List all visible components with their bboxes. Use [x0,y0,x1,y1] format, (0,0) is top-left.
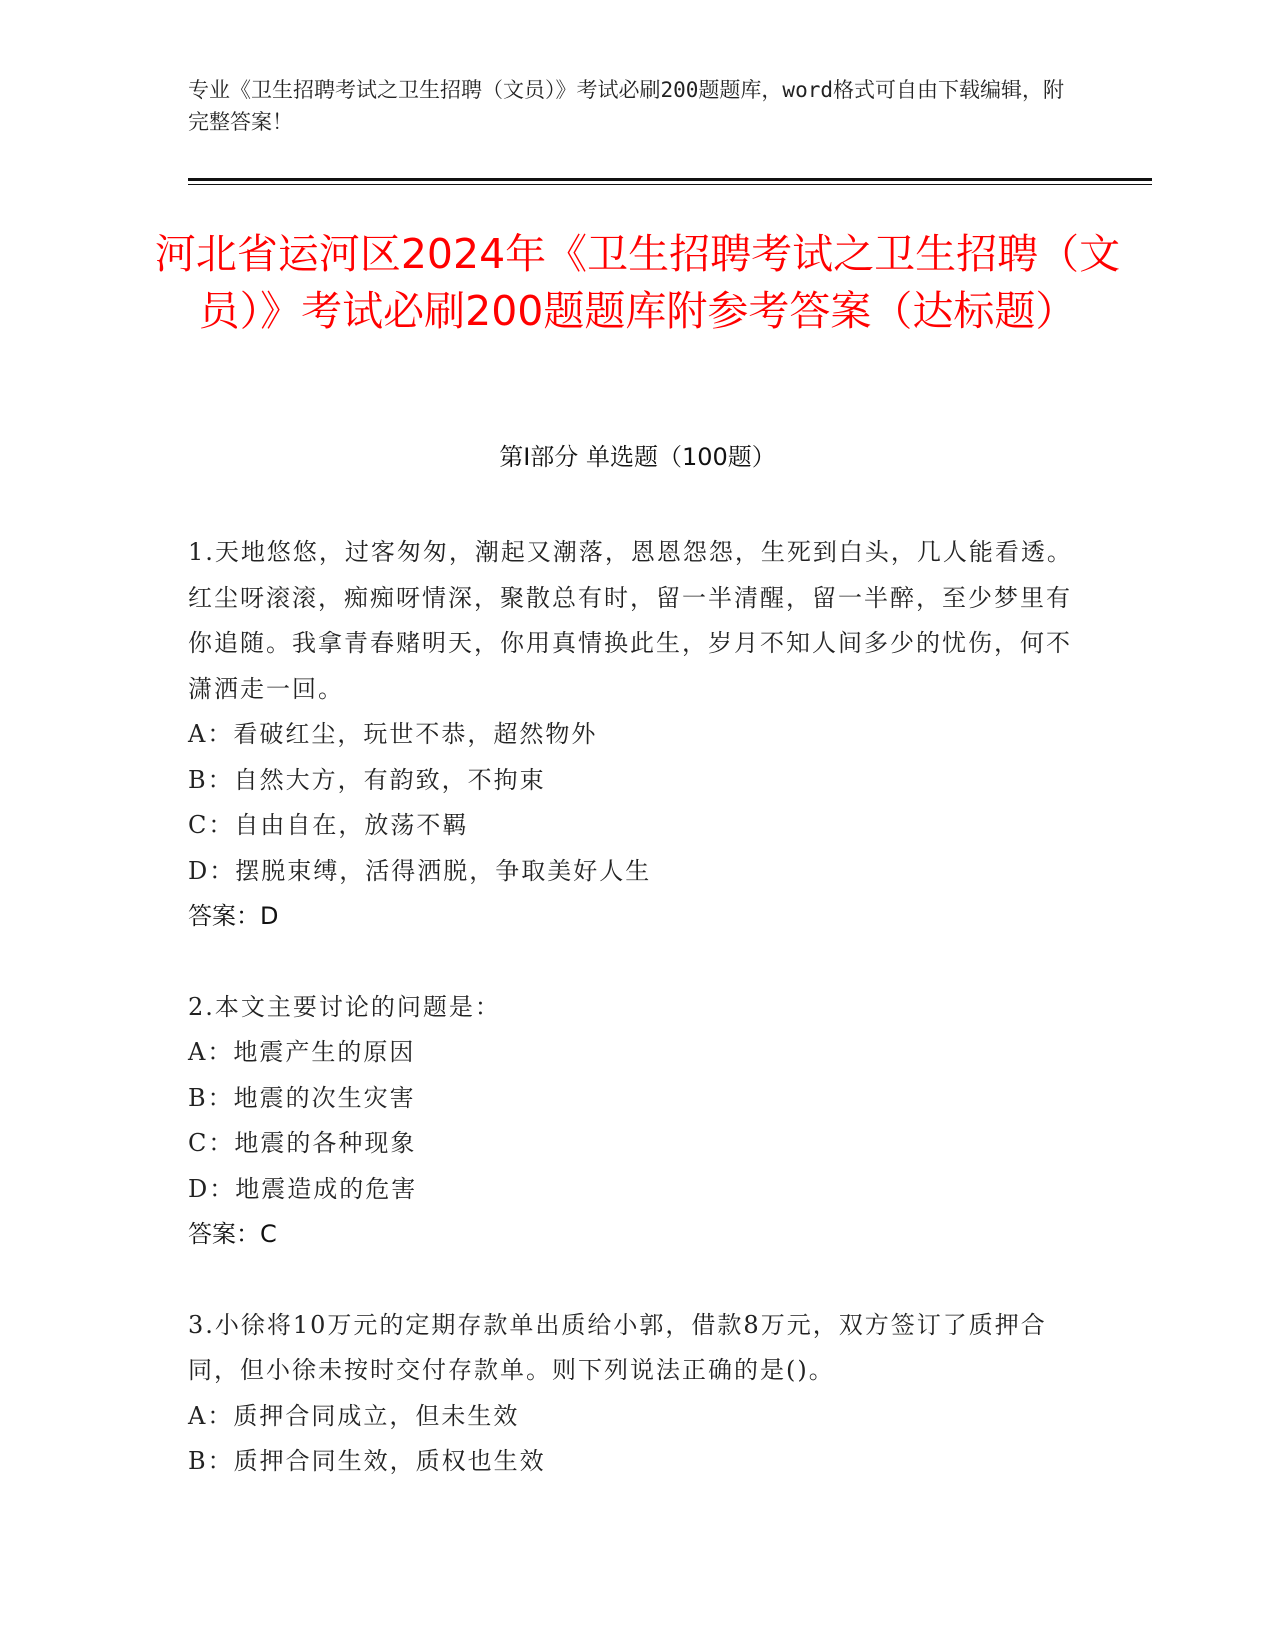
option-a: A：质押合同成立，但未生效 [188,1401,520,1430]
document-title: 河北省运河区2024年《卫生招聘考试之卫生招聘（文员）》考试必刷200题题库附参考答案（达标题） [154,230,1121,335]
question-2 [188,985,1078,1258]
option-a: A：看破红尘，玩世不恭，超然物外 [188,720,598,748]
option-b: B：自然大方，有韵致，不拘束 [188,765,546,794]
header-note: 专业《卫生招聘考试之卫生招聘（文员）》考试必刷200题题库，word格式可自由下载编辑，附完整答案！ [188,78,1064,134]
option-c: C：地震的各种现象 [188,1129,417,1157]
option-c: C：自由自在，放荡不羁 [188,811,469,839]
question-1 [188,530,1078,940]
header-divider-thin [188,184,1152,185]
option-a: A：地震产生的原因 [188,1038,416,1066]
option-d: D：地震造成的危害 [188,1174,418,1203]
question-stem: 3.小徐将10万元的定期存款单出质给小郭，借款8万元，双方签订了质押合同，但小徐未按时交付存款单。则下列说法正确的是()。 [188,1310,1047,1384]
section-title: 第Ⅰ部分 单选题（100题） [499,443,776,471]
answer-line: 答案：C [188,1220,277,1248]
option-b: B：地震的次生灾害 [188,1083,416,1112]
option-d: D：摆脱束缚，活得洒脱，争取美好人生 [188,856,652,885]
question-stem: 2.本文主要讨论的问题是： [188,992,501,1021]
option-b: B：质押合同生效，质权也生效 [188,1447,546,1475]
question-stem: 1.天地悠悠，过客匆匆，潮起又潮落，恩恩怨怨，生死到白头，几人能看透。红尘呀滚滚，痴痴呀情深，聚散总有时，留一半清醒，留一半醉，至少梦里有你追随。我拿青春赌明天，你用真情换此生，岁月不知人间多少的忧伤，何不潇洒走一回。 [188,538,1073,703]
header-divider-thick [188,178,1152,181]
question-list [188,530,1078,1530]
question-3 [188,1303,1078,1485]
answer-line: 答案：D [188,902,279,930]
